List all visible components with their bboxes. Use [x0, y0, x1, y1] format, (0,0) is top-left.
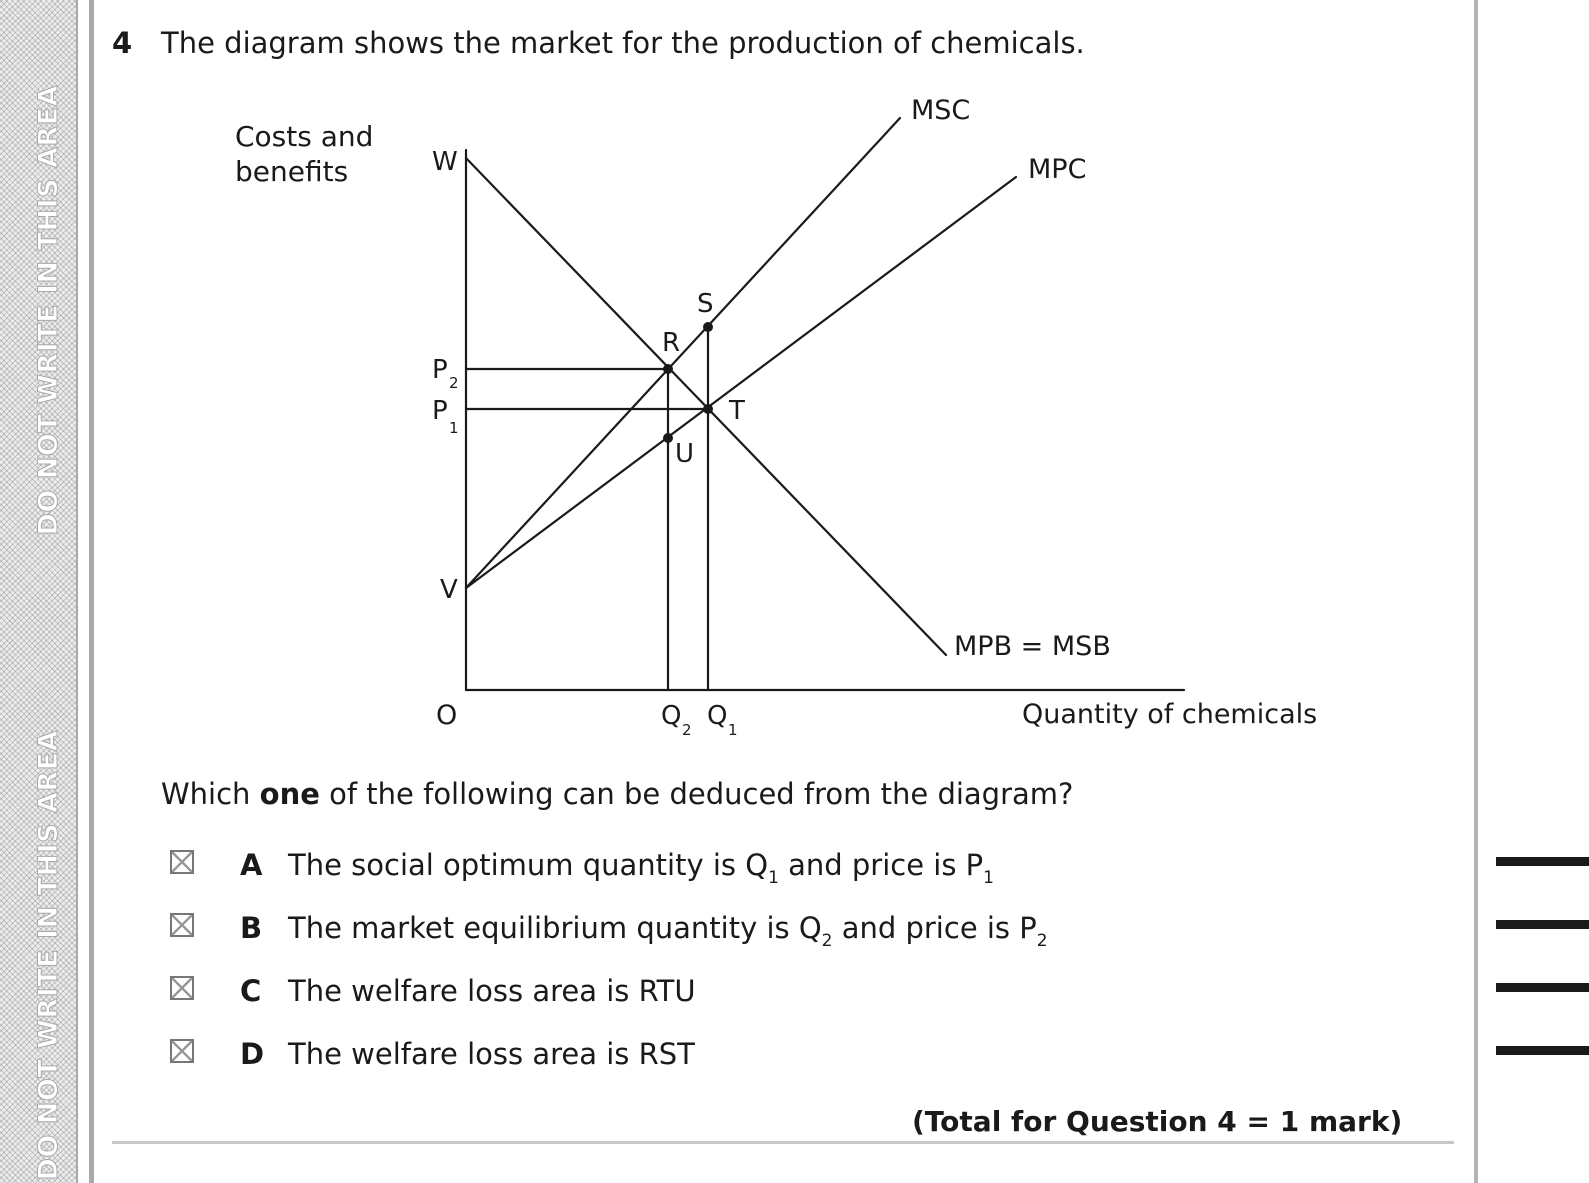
option-a — [170, 848, 1070, 888]
demand-label: MPB = MSB — [954, 631, 1111, 662]
price-label-p2: P — [432, 355, 448, 385]
option-a-checkbox[interactable] — [170, 850, 194, 874]
price-label-p1-sub: 1 — [449, 419, 459, 437]
point-label-s: S — [697, 289, 714, 319]
option-b-text: The market equilibrium quantity is $Q_2$ and price is $P_2$ — [288, 911, 1048, 951]
option-d-letter: D — [240, 1037, 265, 1071]
mpc-label: MPC — [1028, 154, 1087, 185]
option-c — [170, 974, 1070, 1008]
point-r-dot — [663, 364, 673, 374]
point-label-v: V — [440, 575, 458, 605]
option-d-checkbox[interactable] — [170, 1039, 194, 1063]
point-s-dot — [703, 322, 713, 332]
option-a-text: The social optimum quantity is $Q_1$ and price is $P_1$ — [288, 848, 994, 888]
point-label-u: U — [675, 439, 695, 469]
point-t-dot — [703, 404, 713, 414]
question-prompt — [161, 777, 1073, 811]
answer-mark-tick — [1496, 857, 1589, 866]
msc-curve — [466, 118, 900, 588]
quantity-label-q1: Q — [707, 701, 728, 731]
point-label-w: W — [432, 147, 458, 177]
right-margin-line — [1474, 0, 1478, 1183]
quantity-label-q2-sub: 2 — [682, 721, 692, 739]
point-u-dot — [663, 433, 673, 443]
prompt-after: of the following can be deduced from the diagram? — [319, 777, 1074, 811]
option-b — [170, 911, 1070, 951]
margin-warning-top-text: DO NOT WRITE IN THIS AREA — [32, 84, 64, 536]
quantity-label-q2: Q — [661, 701, 682, 731]
point-label-r: R — [662, 328, 681, 358]
answer-mark-tick — [1496, 1046, 1589, 1055]
mpc-curve — [466, 177, 1016, 588]
bottom-rule — [112, 1141, 1454, 1144]
option-d — [170, 1037, 1070, 1071]
question-total: (Total for Question 4 = 1 mark) — [912, 1105, 1403, 1138]
point-label-t: T — [729, 396, 745, 426]
x-axis-label: Quantity of chemicals — [1022, 699, 1318, 730]
margin-warning-bottom-text: DO NOT WRITE IN THIS AREA — [32, 729, 64, 1181]
option-c-text: The welfare loss area is RTU — [288, 974, 696, 1008]
question-stem: The diagram shows the market for the production of chemicals. — [161, 26, 1085, 60]
answer-mark-tick — [1496, 920, 1589, 929]
option-a-letter: A — [240, 848, 263, 882]
prompt-before: Which — [161, 777, 260, 811]
option-c-letter: C — [240, 974, 262, 1008]
question-number: 4 — [112, 26, 133, 60]
option-c-checkbox[interactable] — [170, 976, 194, 1000]
quantity-label-q1-sub: 1 — [728, 721, 738, 739]
answer-mark-tick — [1496, 983, 1589, 992]
option-d-text: The welfare loss area is RST — [288, 1037, 695, 1071]
prompt-emphasis: one — [259, 777, 320, 811]
price-label-p2-sub: 2 — [449, 374, 459, 392]
y-axis-label-line1: Costs and — [235, 120, 374, 153]
msc-label: MSC — [911, 95, 971, 126]
option-b-checkbox[interactable] — [170, 913, 194, 937]
option-b-letter: B — [240, 911, 263, 945]
origin-label: O — [436, 700, 458, 731]
price-label-p1: P — [432, 396, 448, 426]
y-axis-label-line2: benefits — [235, 155, 349, 188]
